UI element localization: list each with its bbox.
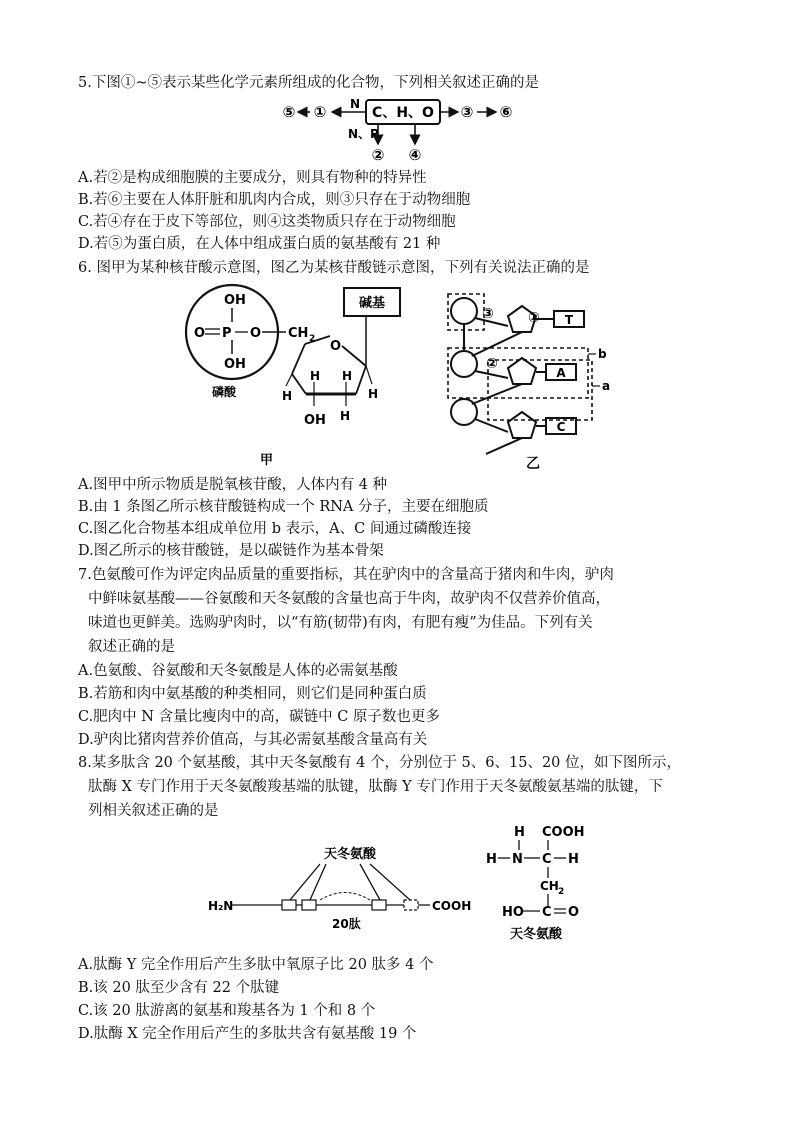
q5-option-c: C.若④存在于皮下等部位，则④这类物质只存在于动物细胞 (78, 214, 456, 230)
svg-text:CH: CH (288, 326, 309, 341)
q8-stem-line-3: 列相关叙述正确的是 (88, 803, 219, 819)
q5-figure (280, 96, 540, 166)
label-a: a (602, 379, 611, 393)
svg-text:2: 2 (558, 887, 565, 897)
base-t: T (564, 313, 574, 327)
q8-peptide-figure (200, 840, 480, 940)
q5-option-d: D.若⑤为蛋白质，在人体中组成蛋白质的氨基酸有 21 种 (78, 236, 441, 252)
svg-text:H: H (368, 387, 379, 401)
q6-figure-yi (442, 286, 622, 476)
svg-text:C: C (542, 852, 552, 867)
svg-text:①: ① (528, 310, 540, 326)
svg-text:H: H (310, 369, 321, 383)
circle-4: ④ (408, 146, 422, 164)
q5-option-b: B.若⑥主要在人体肝脏和肌肉内合成，则③只存在于动物细胞 (78, 192, 471, 208)
phosphate-label: 磷酸 (212, 385, 237, 399)
base-c: C (556, 420, 566, 434)
circle-6: ⑥ (499, 103, 513, 121)
q8-option-c: C.该 20 肽游离的氨基和羧基各为 1 个和 8 个 (78, 1003, 376, 1019)
svg-text:H: H (340, 409, 351, 423)
q7-option-c: C.肥肉中 N 含量比瘦肉中的高，碳链中 C 原子数也更多 (78, 709, 440, 725)
svg-text:HO: HO (502, 905, 524, 920)
base-a: A (556, 366, 566, 380)
q6-option-b: B.由 1 条图乙所示核苷酸链构成一个 RNA 分子，主要在细胞质 (78, 499, 489, 515)
q6-option-a: A.图甲中所示物质是脱氧核苷酸，人体内有 4 种 (78, 477, 388, 493)
svg-text:H: H (282, 389, 293, 403)
svg-text:③: ③ (482, 306, 494, 322)
label-np: N、P (348, 127, 379, 141)
svg-text:C: C (542, 905, 552, 920)
element-box-label: C、H、O (372, 105, 434, 121)
svg-text:O: O (250, 326, 262, 341)
svg-text:OH: OH (304, 413, 326, 428)
circle-1: ① (313, 103, 327, 121)
q7-option-d: D.驴肉比猪肉营养价值高，与其必需氨基酸含量高有关 (78, 732, 428, 748)
asp-caption: 天冬氨酸 (510, 927, 563, 942)
q8-stem-line-1: 8.某多肽含 20 个氨基酸，其中天冬氨酸有 4 个，分别位于 5、6、15、20 位，如下图所示， (78, 755, 682, 771)
cooh-label: COOH (432, 899, 472, 913)
q5-stem: 5.下图①~⑤表示某些化学元素所组成的化合物，下列相关叙述正确的是 (78, 75, 539, 91)
q7-stem-line-4: 叙述正确的是 (88, 639, 175, 655)
q8-option-a: A.肽酶 Y 完全作用后产生多肽中氧原子比 20 肽多 4 个 (78, 957, 434, 973)
asp-top-label: 天冬氨酸 (324, 847, 377, 862)
svg-text:O: O (330, 339, 342, 354)
q6-stem: 6. 图甲为某种核苷酸示意图，图乙为某核苷酸链示意图，下列有关说法正确的是 (78, 260, 590, 276)
svg-text:P: P (222, 326, 232, 341)
svg-text:OH: OH (224, 293, 246, 308)
label-b: b (598, 347, 607, 361)
svg-text:H: H (486, 852, 497, 867)
svg-text:O: O (194, 326, 206, 341)
q7-option-a: A.色氨酸、谷氨酸和天冬氨酸是人体的必需氨基酸 (78, 663, 398, 679)
q8-stem-line-2: 肽酶 X 专门作用于天冬氨酸羧基端的肽键，肽酶 Y 专门作用于天冬氨酸氨基端的肽键，下 (88, 779, 663, 795)
q7-stem-line-1: 7.色氨酸可作为评定肉品质量的重要指标，其在驴肉中的含量高于猪肉和牛肉，驴肉 (78, 567, 614, 583)
svg-text:②: ② (486, 356, 498, 372)
q8-asp-structure (486, 818, 596, 943)
figure-jia-label: 甲 (260, 453, 274, 468)
q7-option-b: B.若筋和肉中氨基酸的种类相同，则它们是同种蛋白质 (78, 686, 427, 702)
svg-text:CH: CH (540, 879, 559, 893)
figure-yi-label: 乙 (526, 456, 540, 472)
q6-option-c: C.图乙化合物基本组成单位用 b 表示，A、C 间通过磷酸连接 (78, 521, 472, 537)
svg-text:H: H (514, 825, 525, 840)
q6-option-d: D.图乙所示的核苷酸链，是以碳链作为基本骨架 (78, 543, 384, 559)
q8-option-d: D.肽酶 X 完全作用后产生的多肽共含有氨基酸 19 个 (78, 1026, 417, 1042)
peptide-label: 20肽 (332, 917, 361, 931)
base-label: 碱基 (358, 296, 386, 311)
svg-text:O: O (568, 905, 580, 920)
svg-text:H: H (568, 852, 579, 867)
circle-3: ③ (460, 103, 474, 121)
q7-stem-line-3: 味道也更鲜美。选购驴肉时，以“有筋(韧带)有肉，有肥有瘦”为佳品。下列有关 (88, 615, 593, 631)
svg-text:2: 2 (309, 334, 316, 344)
svg-text:OH: OH (224, 357, 246, 372)
q8-option-b: B.该 20 肽至少含有 22 个肽键 (78, 980, 280, 996)
q5-option-a: A.若②是构成细胞膜的主要成分，则具有物种的特异性 (78, 170, 427, 186)
svg-text:N: N (512, 852, 523, 867)
q7-stem-line-2: 中鲜味氨基酸——谷氨酸和天冬氨酸的含量也高于牛肉，故驴肉不仅营养价值高， (88, 591, 610, 607)
svg-text:COOH: COOH (542, 825, 585, 840)
label-n: N (350, 97, 361, 111)
svg-text:H: H (342, 369, 353, 383)
circle-2: ② (371, 146, 385, 164)
q6-figure-jia (180, 282, 420, 472)
h2n-label: H₂N (208, 899, 234, 913)
circle-5: ⑤ (282, 103, 296, 121)
